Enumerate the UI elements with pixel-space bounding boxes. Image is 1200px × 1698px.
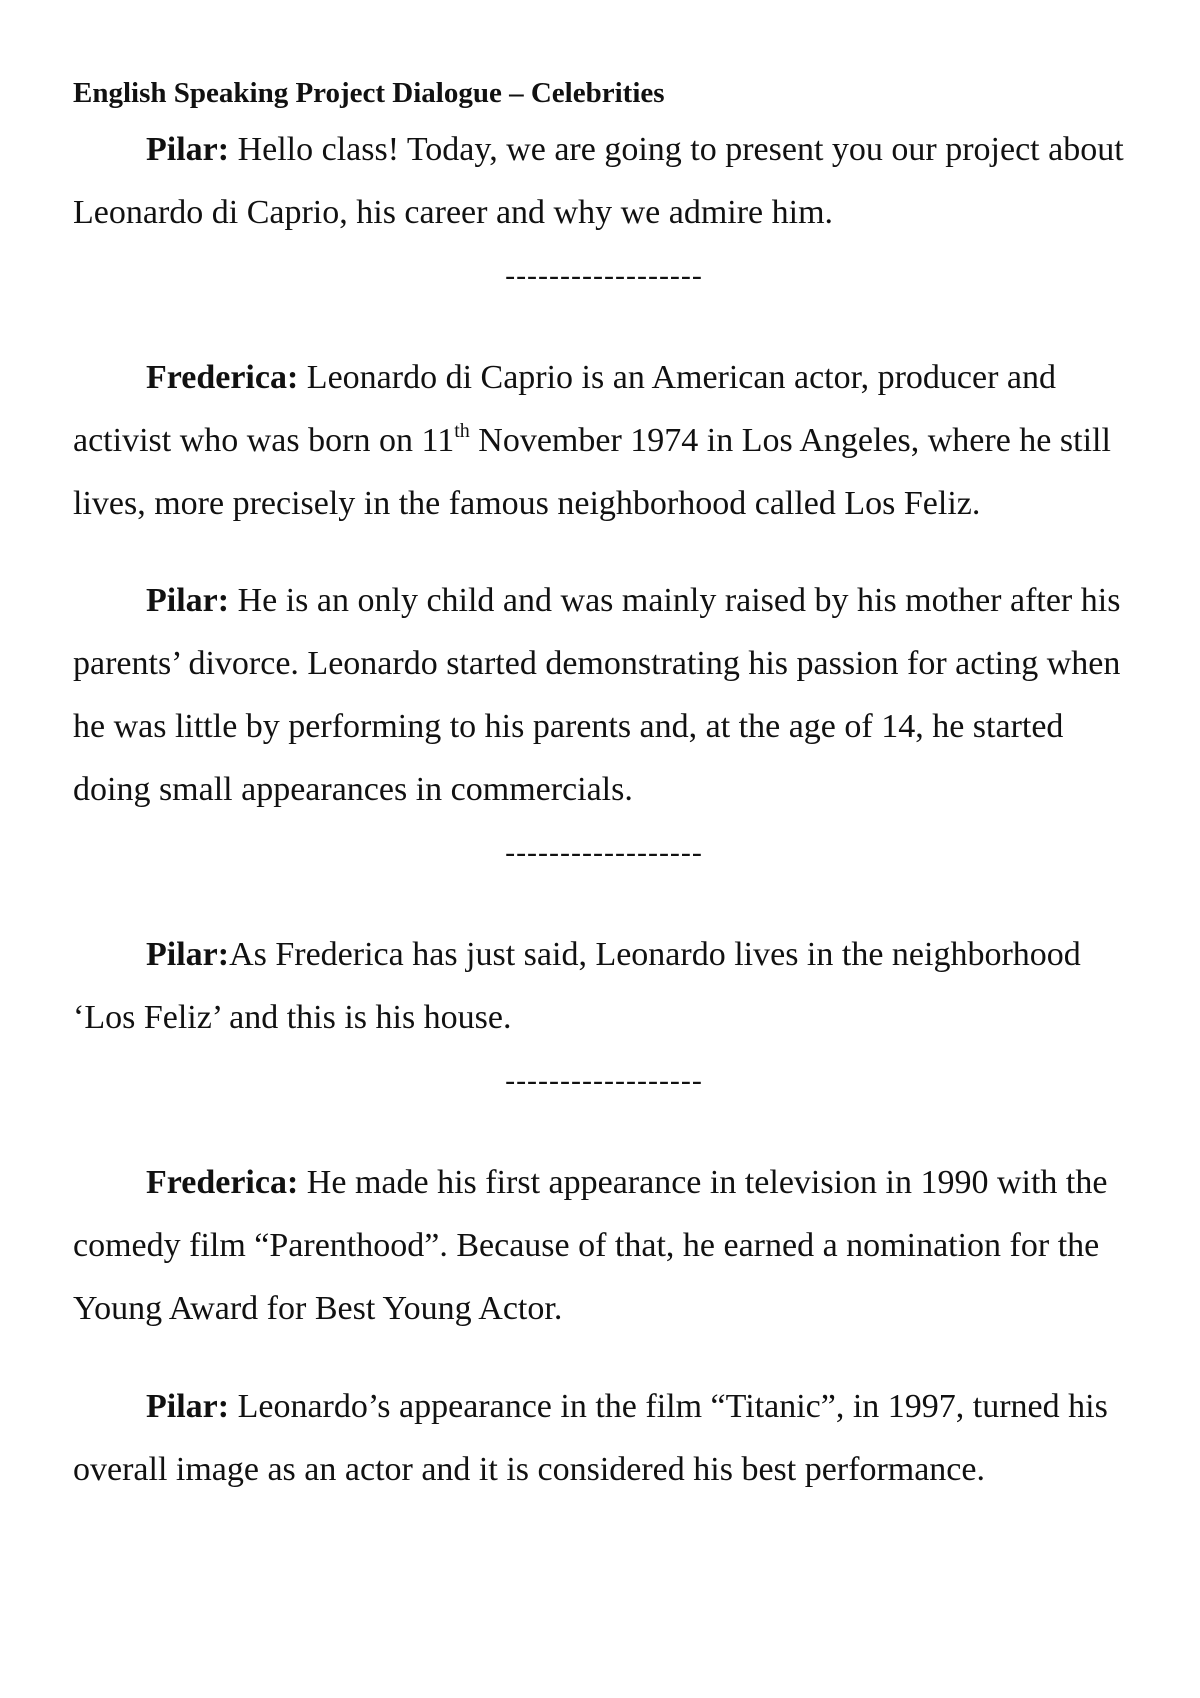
dialogue-text: He is an only child and was mainly raised by his mother after his parents’ divorce. Leonardo started demonstrating his passion for acting when he was little by performing to his parents and, at the age of 14, he started doing small appearances in commercials. [73, 582, 1121, 808]
ordinal-suffix: th [454, 420, 470, 442]
dialogue-paragraph-4 [73, 923, 1135, 1049]
dialogue-paragraph-6 [73, 1375, 1135, 1501]
dialogue-text: Leonardo’s appearance in the film “Titanic”, in 1997, turned his overall image as an actor and it is considered his best performance. [73, 1388, 1108, 1488]
document-title: English Speaking Project Dialogue – Celebrities [73, 77, 665, 109]
dialogue-paragraph-3 [73, 569, 1135, 821]
dialogue-text: He made his first appearance in television in 1990 with the comedy film “Parenthood”. Because of that, he earned a nomination for the Young Award for Best Young Actor. [73, 1164, 1108, 1327]
dialogue-paragraph-5 [73, 1151, 1135, 1340]
dialogue-paragraph-1 [73, 118, 1135, 244]
dialogue-text: November 1974 in Los Angeles, where he still lives, more precisely in the famous neighborhood called Los Feliz. [73, 422, 1111, 522]
speaker-name: Frederica: [146, 1164, 299, 1201]
speaker-name: Pilar: [146, 1388, 230, 1425]
speaker-name: Pilar: [146, 131, 230, 168]
dialogue-text: Hello class! Today, we are going to present you our project about Leonardo di Caprio, his career and why we admire him. [73, 131, 1124, 231]
dialogue-text: As Frederica has just said, Leonardo lives in the neighborhood ‘Los Feliz’ and this is his house. [73, 936, 1081, 1036]
document-page [73, 68, 1135, 1501]
speaker-name: Pilar: [146, 582, 230, 619]
separator-1: ------------------ [505, 259, 703, 292]
dialogue-paragraph-2 [73, 346, 1135, 535]
separator-2: ------------------ [505, 836, 703, 869]
speaker-name: Frederica: [146, 359, 299, 396]
separator-3: ------------------ [505, 1064, 703, 1097]
dialogue-text: Leonardo di Caprio is an American actor, producer and activist who was born on 11 [73, 359, 1056, 459]
speaker-name: Pilar: [146, 936, 230, 973]
